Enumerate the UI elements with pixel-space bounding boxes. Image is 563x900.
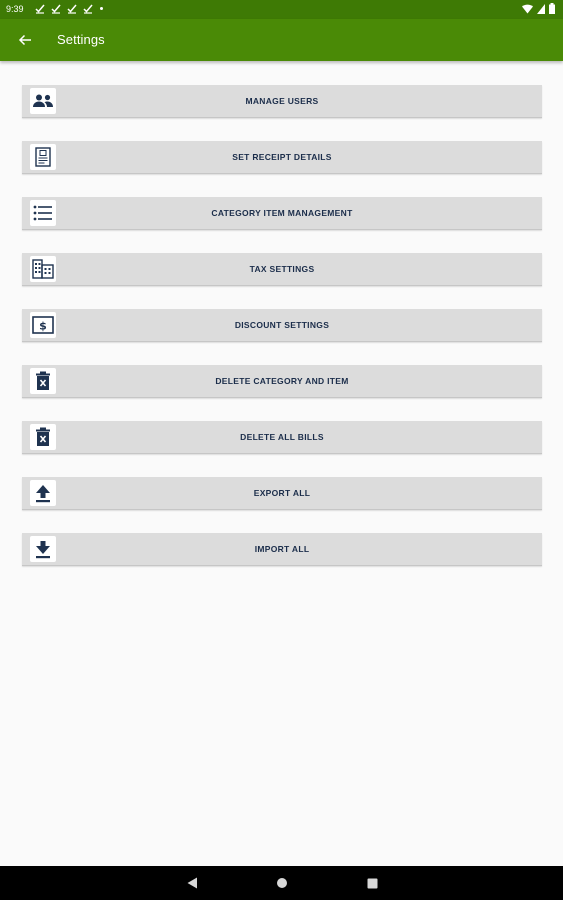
arrow-back-icon bbox=[18, 34, 32, 46]
import-all-label: IMPORT ALL bbox=[254, 544, 310, 554]
export-all-button[interactable] bbox=[22, 477, 542, 510]
set-receipt-details-button[interactable] bbox=[22, 141, 542, 174]
discount-settings-button[interactable] bbox=[22, 309, 542, 342]
status-time: 9:39 bbox=[6, 4, 24, 14]
system-icons bbox=[522, 3, 555, 14]
checkmark-notification-icon bbox=[66, 2, 78, 14]
delete-category-and-item-button[interactable] bbox=[22, 365, 542, 398]
category-item-management-label: CATEGORY ITEM MANAGEMENT bbox=[211, 208, 353, 218]
import-all-button[interactable] bbox=[22, 533, 542, 566]
settings-menu bbox=[22, 85, 542, 589]
delete-all-bills-button[interactable] bbox=[22, 421, 542, 454]
checkmark-notification-icon bbox=[34, 2, 46, 14]
signal-icon bbox=[537, 4, 545, 14]
circle-home-icon bbox=[276, 877, 288, 889]
more-notifications-dot-icon bbox=[100, 7, 103, 10]
category-item-management-button[interactable] bbox=[22, 197, 542, 230]
checkmark-notification-icon bbox=[82, 2, 94, 14]
triangle-back-icon bbox=[187, 877, 198, 889]
tax-settings-button[interactable] bbox=[22, 253, 542, 286]
page-title: Settings bbox=[57, 32, 105, 47]
svg-text:$: $ bbox=[39, 319, 47, 333]
delete-category-and-item-label: DELETE CATEGORY AND ITEM bbox=[215, 376, 349, 386]
app-bar bbox=[0, 19, 563, 61]
wifi-icon bbox=[522, 4, 533, 14]
manage-users-button[interactable] bbox=[22, 85, 542, 118]
battery-icon bbox=[549, 3, 555, 14]
nav-recents-button[interactable] bbox=[364, 875, 380, 891]
notification-icons bbox=[34, 2, 103, 14]
status-bar bbox=[0, 0, 563, 19]
tax-settings-label: TAX SETTINGS bbox=[249, 264, 315, 274]
square-recents-icon bbox=[367, 878, 378, 889]
checkmark-notification-icon bbox=[50, 2, 62, 14]
nav-back-button[interactable] bbox=[184, 875, 200, 891]
set-receipt-details-label: SET RECEIPT DETAILS bbox=[232, 152, 332, 162]
nav-home-button[interactable] bbox=[274, 875, 290, 891]
export-all-label: EXPORT ALL bbox=[253, 488, 311, 498]
manage-users-label: MANAGE USERS bbox=[245, 96, 319, 106]
delete-all-bills-label: DELETE ALL BILLS bbox=[240, 432, 324, 442]
navigation-bar bbox=[0, 866, 563, 900]
discount-settings-label: DISCOUNT SETTINGS bbox=[234, 320, 330, 330]
back-button[interactable] bbox=[14, 29, 36, 51]
